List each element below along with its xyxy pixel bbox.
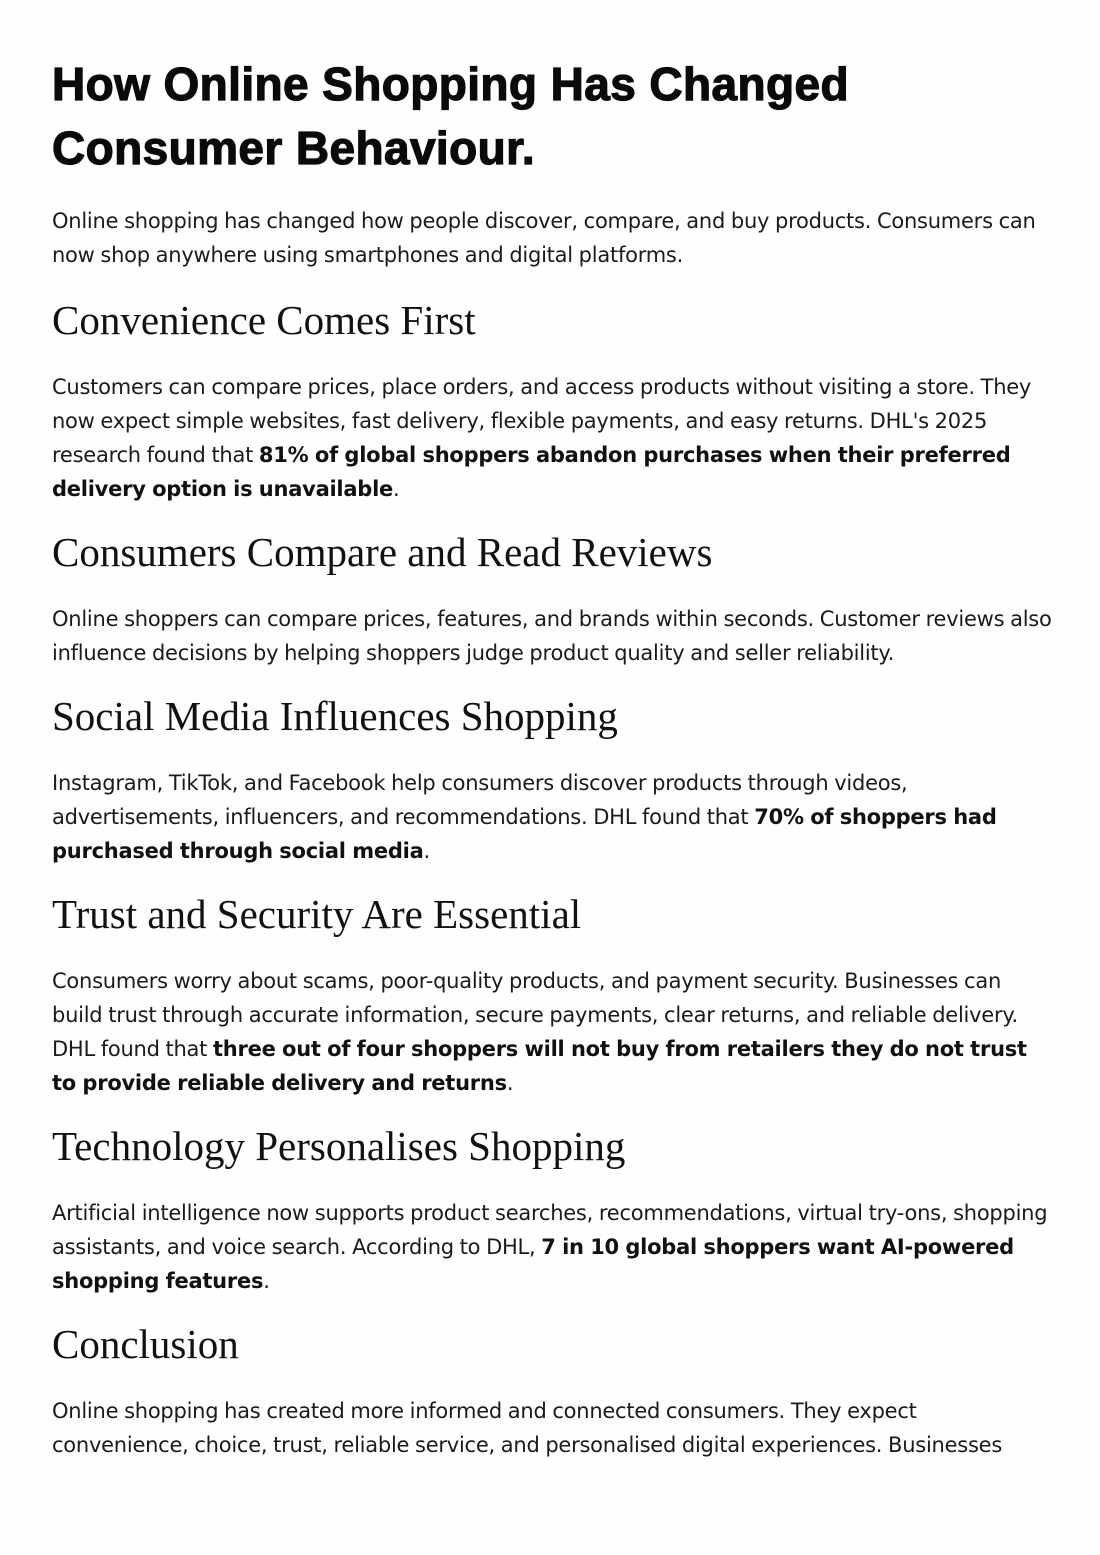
section-conclusion — [52, 1320, 1052, 1462]
paragraph-text: Online shoppers can compare prices, features, and brands within seconds. Customer reviews also influence decisions by helping shoppers judge product quality and seller reliability. — [52, 607, 1052, 665]
section-technology — [52, 1122, 1052, 1298]
section-paragraph — [52, 602, 1052, 670]
paragraph-text: Instagram, TikTok, and Facebook help consumers discover products through videos, advertisements, influencers, and recommendations. DHL found that — [52, 771, 908, 829]
article — [52, 52, 1052, 1484]
article-title: How Online Shopping Has Changed Consumer Behaviour. — [52, 58, 849, 174]
paragraph-text: Consumers worry about scams, poor-quality products, and payment security. Businesses can build trust through accurate information, secure payments, clear returns, and reliable delivery. DHL found that — [52, 969, 1018, 1061]
section-trust-security — [52, 890, 1052, 1100]
highlighted-statistic: 7 in 10 global shoppers want AI-powered shopping features — [52, 1235, 1014, 1293]
section-heading: Consumers Compare and Read Reviews — [52, 529, 713, 575]
highlighted-statistic: three out of four shoppers will not buy from retailers they do not trust to provide reliable delivery and returns — [52, 1037, 1027, 1095]
section-heading: Technology Personalises Shopping — [52, 1123, 626, 1169]
section-social-media — [52, 692, 1052, 868]
paragraph-text: Online shopping has created more informed and connected consumers. They expect convenience, choice, trust, reliable service, and personalised digital experiences. Businesses — [52, 1399, 1003, 1457]
section-heading: Social Media Influences Shopping — [52, 693, 618, 739]
section-heading: Convenience Comes First — [52, 297, 476, 343]
section-paragraph — [52, 964, 1052, 1100]
paragraph-text: Customers can compare prices, place orders, and access products without visiting a store. They now expect simple websites, fast delivery, flexible payments, and easy returns. DHL's 2025 research found that — [52, 375, 1032, 467]
section-paragraph — [52, 1394, 1052, 1462]
section-convenience — [52, 296, 1052, 506]
highlighted-statistic: 81% of global shoppers abandon purchases when their preferred delivery option is unavailable — [52, 443, 1011, 501]
intro-paragraph: Online shopping has changed how people discover, compare, and buy products. Consumers can now shop anywhere using smartphones and digital platforms. — [52, 209, 1036, 267]
section-heading: Conclusion — [52, 1321, 239, 1367]
section-paragraph — [52, 370, 1052, 506]
highlighted-statistic: 70% of shoppers had purchased through social media — [52, 805, 997, 863]
paragraph-end: . — [506, 1071, 514, 1095]
section-paragraph — [52, 766, 1052, 868]
paragraph-end: . — [423, 839, 430, 863]
section-paragraph — [52, 1196, 1052, 1298]
section-heading: Trust and Security Are Essential — [52, 891, 582, 937]
paragraph-end: . — [393, 477, 400, 501]
paragraph-text: Artificial intelligence now supports product searches, recommendations, virtual try-ons, shopping assistants, and voice search. According to DHL, — [52, 1201, 1048, 1259]
paragraph-end: . — [263, 1269, 270, 1293]
section-reviews — [52, 528, 1052, 670]
